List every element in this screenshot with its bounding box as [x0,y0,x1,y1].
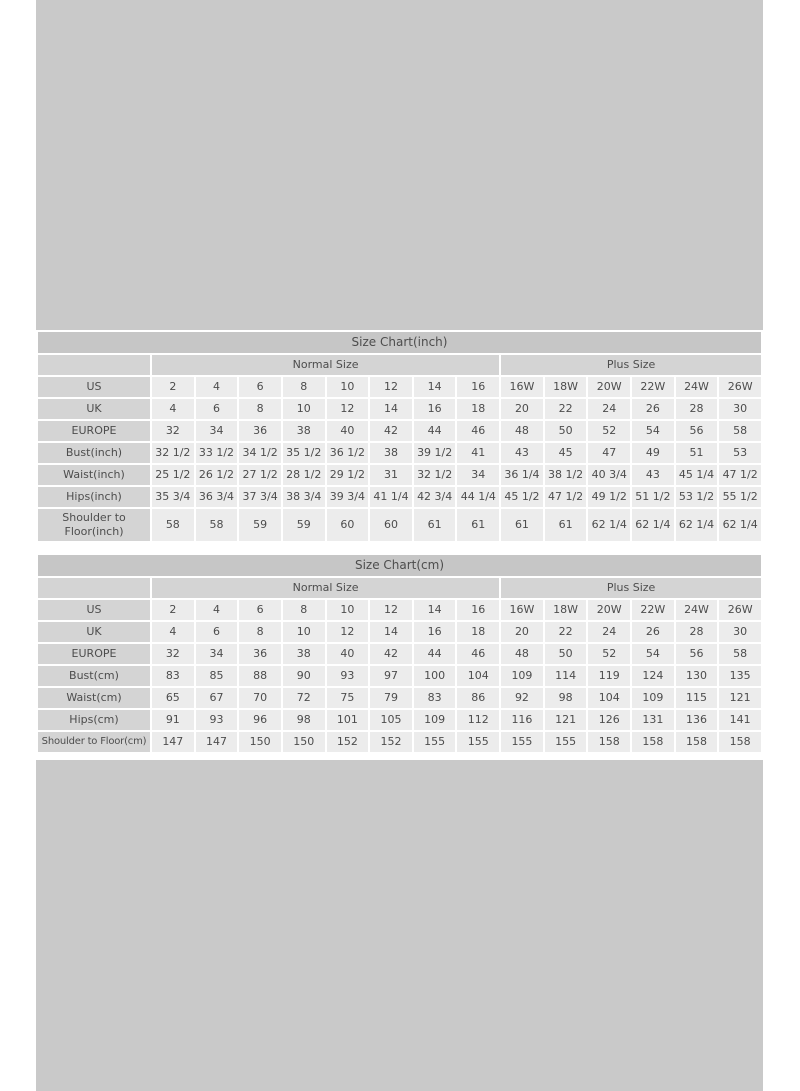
size-value-cell: 54 [632,644,674,664]
table-row [38,421,761,441]
table-row [38,600,761,620]
size-value-cell: 109 [501,666,543,686]
column-group-header: Normal Size [152,355,499,375]
row-label: Bust(inch) [38,443,150,463]
size-value-cell: 88 [239,666,281,686]
size-value-cell: 40 3/4 [588,465,630,485]
size-value-cell: 109 [414,710,456,730]
size-value-cell: 14 [370,622,412,642]
row-label: EUROPE [38,644,150,664]
size-chart-title: Size Chart(cm) [38,555,761,576]
size-value-cell: 34 [196,644,238,664]
size-value-cell: 65 [152,688,194,708]
size-value-cell: 59 [239,509,281,541]
row-label: Shoulder to Floor(cm) [38,732,150,752]
size-value-cell: 38 1/2 [545,465,587,485]
size-value-cell: 10 [283,399,325,419]
size-value-cell: 36 [239,421,281,441]
size-value-cell: 4 [196,600,238,620]
size-value-cell: 116 [501,710,543,730]
size-value-cell: 126 [588,710,630,730]
table-row [38,487,761,507]
size-value-cell: 45 1/4 [676,465,718,485]
size-value-cell: 38 [370,443,412,463]
size-value-cell: 18 [457,399,499,419]
size-value-cell: 158 [676,732,718,752]
size-value-cell: 61 [545,509,587,541]
size-value-cell: 109 [632,688,674,708]
size-value-cell: 8 [239,622,281,642]
size-value-cell: 49 [632,443,674,463]
size-value-cell: 28 [676,399,718,419]
size-value-cell: 42 3/4 [414,487,456,507]
size-value-cell: 48 [501,421,543,441]
size-value-cell: 24W [676,600,718,620]
size-value-cell: 54 [632,421,674,441]
size-value-cell: 26 [632,399,674,419]
row-label: UK [38,622,150,642]
size-value-cell: 112 [457,710,499,730]
row-label: Waist(cm) [38,688,150,708]
size-value-cell: 44 1/4 [457,487,499,507]
size-value-cell: 36 1/4 [501,465,543,485]
size-value-cell: 27 1/2 [239,465,281,485]
size-value-cell: 61 [414,509,456,541]
size-value-cell: 16 [414,622,456,642]
table-row [38,644,761,664]
size-value-cell: 31 [370,465,412,485]
size-value-cell: 46 [457,421,499,441]
size-value-cell: 20W [588,377,630,397]
size-value-cell: 29 1/2 [327,465,369,485]
size-value-cell: 43 [501,443,543,463]
table-row [38,622,761,642]
size-value-cell: 2 [152,600,194,620]
size-value-cell: 152 [370,732,412,752]
size-value-cell: 86 [457,688,499,708]
size-value-cell: 28 [676,622,718,642]
size-value-cell: 98 [283,710,325,730]
size-value-cell: 4 [152,622,194,642]
table-row [38,509,761,541]
size-value-cell: 59 [283,509,325,541]
size-value-cell: 45 [545,443,587,463]
size-value-cell: 155 [457,732,499,752]
column-group-header: Plus Size [501,355,761,375]
size-value-cell: 38 3/4 [283,487,325,507]
size-value-cell: 22W [632,377,674,397]
size-value-cell: 56 [676,644,718,664]
size-value-cell: 141 [719,710,761,730]
size-value-cell: 105 [370,710,412,730]
size-value-cell: 10 [283,622,325,642]
size-value-cell: 38 [283,644,325,664]
size-value-cell: 40 [327,644,369,664]
size-value-cell: 42 [370,421,412,441]
size-value-cell: 60 [327,509,369,541]
size-value-cell: 26 1/2 [196,465,238,485]
row-label: US [38,377,150,397]
size-value-cell: 38 [283,421,325,441]
size-value-cell: 93 [327,666,369,686]
size-value-cell: 8 [283,377,325,397]
size-value-cell: 130 [676,666,718,686]
size-value-cell: 158 [632,732,674,752]
size-value-cell: 26W [719,377,761,397]
size-value-cell: 61 [457,509,499,541]
size-value-cell: 121 [719,688,761,708]
size-value-cell: 75 [327,688,369,708]
size-value-cell: 28 1/2 [283,465,325,485]
size-value-cell: 8 [239,399,281,419]
size-value-cell: 56 [676,421,718,441]
size-value-cell: 10 [327,600,369,620]
size-value-cell: 34 1/2 [239,443,281,463]
size-value-cell: 96 [239,710,281,730]
size-value-cell: 44 [414,421,456,441]
size-value-cell: 150 [239,732,281,752]
size-value-cell: 22W [632,600,674,620]
size-value-cell: 60 [370,509,412,541]
size-value-cell: 6 [239,600,281,620]
size-value-cell: 32 1/2 [152,443,194,463]
table-row [38,377,761,397]
size-value-cell: 98 [545,688,587,708]
size-value-cell: 61 [501,509,543,541]
column-group-header: Plus Size [501,578,761,598]
size-value-cell: 39 1/2 [414,443,456,463]
table-row [38,443,761,463]
row-label: Shoulder to Floor(inch) [38,509,150,541]
size-value-cell: 124 [632,666,674,686]
size-value-cell: 45 1/2 [501,487,543,507]
table-row [38,465,761,485]
size-value-cell: 58 [719,421,761,441]
size-charts [36,330,763,760]
size-value-cell: 36 [239,644,281,664]
size-value-cell: 47 [588,443,630,463]
size-value-cell: 16 [457,600,499,620]
size-value-cell: 92 [501,688,543,708]
size-value-cell: 150 [283,732,325,752]
size-value-cell: 114 [545,666,587,686]
size-value-cell: 36 3/4 [196,487,238,507]
size-value-cell: 50 [545,421,587,441]
size-value-cell: 104 [457,666,499,686]
size-value-cell: 20 [501,622,543,642]
size-value-cell: 58 [152,509,194,541]
size-value-cell: 36 1/2 [327,443,369,463]
size-value-cell: 155 [414,732,456,752]
size-value-cell: 22 [545,399,587,419]
size-value-cell: 37 3/4 [239,487,281,507]
size-value-cell: 97 [370,666,412,686]
size-value-cell: 62 1/4 [676,509,718,541]
size-value-cell: 100 [414,666,456,686]
size-value-cell: 91 [152,710,194,730]
size-value-cell: 26W [719,600,761,620]
size-chart-table [36,330,763,543]
row-label: US [38,600,150,620]
size-value-cell: 34 [457,465,499,485]
size-value-cell: 33 1/2 [196,443,238,463]
size-value-cell: 41 [457,443,499,463]
size-value-cell: 24 [588,622,630,642]
size-value-cell: 4 [196,377,238,397]
size-value-cell: 16W [501,600,543,620]
size-value-cell: 25 1/2 [152,465,194,485]
size-value-cell: 8 [283,600,325,620]
size-value-cell: 147 [152,732,194,752]
table-row [38,666,761,686]
size-value-cell: 48 [501,644,543,664]
size-value-cell: 93 [196,710,238,730]
size-value-cell: 20W [588,600,630,620]
size-value-cell: 6 [239,377,281,397]
size-value-cell: 101 [327,710,369,730]
size-value-cell: 12 [370,377,412,397]
size-value-cell: 35 1/2 [283,443,325,463]
size-chart-table [36,553,763,754]
size-value-cell: 32 [152,421,194,441]
size-value-cell: 4 [152,399,194,419]
size-value-cell: 12 [327,622,369,642]
size-value-cell: 16W [501,377,543,397]
size-value-cell: 135 [719,666,761,686]
size-value-cell: 158 [588,732,630,752]
size-value-cell: 62 1/4 [719,509,761,541]
size-value-cell: 10 [327,377,369,397]
size-value-cell: 158 [719,732,761,752]
table-row [38,688,761,708]
size-value-cell: 35 3/4 [152,487,194,507]
size-value-cell: 18 [457,622,499,642]
size-value-cell: 49 1/2 [588,487,630,507]
row-label: Waist(inch) [38,465,150,485]
size-value-cell: 24W [676,377,718,397]
size-value-cell: 136 [676,710,718,730]
table-row [38,710,761,730]
size-value-cell: 83 [152,666,194,686]
size-value-cell: 58 [719,644,761,664]
size-value-cell: 70 [239,688,281,708]
size-value-cell: 90 [283,666,325,686]
size-value-cell: 44 [414,644,456,664]
size-value-cell: 42 [370,644,412,664]
size-value-cell: 30 [719,399,761,419]
row-label: EUROPE [38,421,150,441]
size-value-cell: 30 [719,622,761,642]
size-value-cell: 62 1/4 [588,509,630,541]
size-value-cell: 47 1/2 [719,465,761,485]
row-label: Hips(cm) [38,710,150,730]
size-value-cell: 6 [196,399,238,419]
size-value-cell: 51 [676,443,718,463]
size-value-cell: 104 [588,688,630,708]
size-value-cell: 34 [196,421,238,441]
size-value-cell: 14 [370,399,412,419]
size-value-cell: 46 [457,644,499,664]
corner-cell [38,578,150,598]
size-value-cell: 26 [632,622,674,642]
corner-cell [38,355,150,375]
size-value-cell: 43 [632,465,674,485]
size-value-cell: 147 [196,732,238,752]
size-value-cell: 2 [152,377,194,397]
size-value-cell: 14 [414,600,456,620]
size-value-cell: 62 1/4 [632,509,674,541]
size-value-cell: 41 1/4 [370,487,412,507]
size-value-cell: 55 1/2 [719,487,761,507]
size-value-cell: 52 [588,644,630,664]
size-value-cell: 152 [327,732,369,752]
content-column [36,0,763,1091]
size-value-cell: 52 [588,421,630,441]
size-value-cell: 85 [196,666,238,686]
size-value-cell: 24 [588,399,630,419]
size-value-cell: 12 [327,399,369,419]
size-value-cell: 32 [152,644,194,664]
size-value-cell: 51 1/2 [632,487,674,507]
size-value-cell: 53 1/2 [676,487,718,507]
column-group-header: Normal Size [152,578,499,598]
row-label: Hips(inch) [38,487,150,507]
size-value-cell: 20 [501,399,543,419]
size-value-cell: 22 [545,622,587,642]
right-margin-strip [763,0,800,1091]
size-value-cell: 53 [719,443,761,463]
size-value-cell: 16 [414,399,456,419]
size-value-cell: 131 [632,710,674,730]
size-value-cell: 14 [414,377,456,397]
table-row [38,732,761,752]
size-value-cell: 121 [545,710,587,730]
size-value-cell: 58 [196,509,238,541]
size-value-cell: 72 [283,688,325,708]
size-value-cell: 67 [196,688,238,708]
size-value-cell: 32 1/2 [414,465,456,485]
size-value-cell: 50 [545,644,587,664]
row-label: Bust(cm) [38,666,150,686]
size-value-cell: 18W [545,377,587,397]
size-value-cell: 39 3/4 [327,487,369,507]
size-value-cell: 155 [545,732,587,752]
size-value-cell: 115 [676,688,718,708]
size-value-cell: 47 1/2 [545,487,587,507]
size-value-cell: 6 [196,622,238,642]
size-value-cell: 18W [545,600,587,620]
size-value-cell: 119 [588,666,630,686]
size-value-cell: 12 [370,600,412,620]
size-value-cell: 79 [370,688,412,708]
row-label: UK [38,399,150,419]
size-value-cell: 16 [457,377,499,397]
table-row [38,399,761,419]
size-chart-title: Size Chart(inch) [38,332,761,353]
left-margin-strip [0,0,36,1091]
size-value-cell: 83 [414,688,456,708]
size-value-cell: 155 [501,732,543,752]
size-value-cell: 40 [327,421,369,441]
